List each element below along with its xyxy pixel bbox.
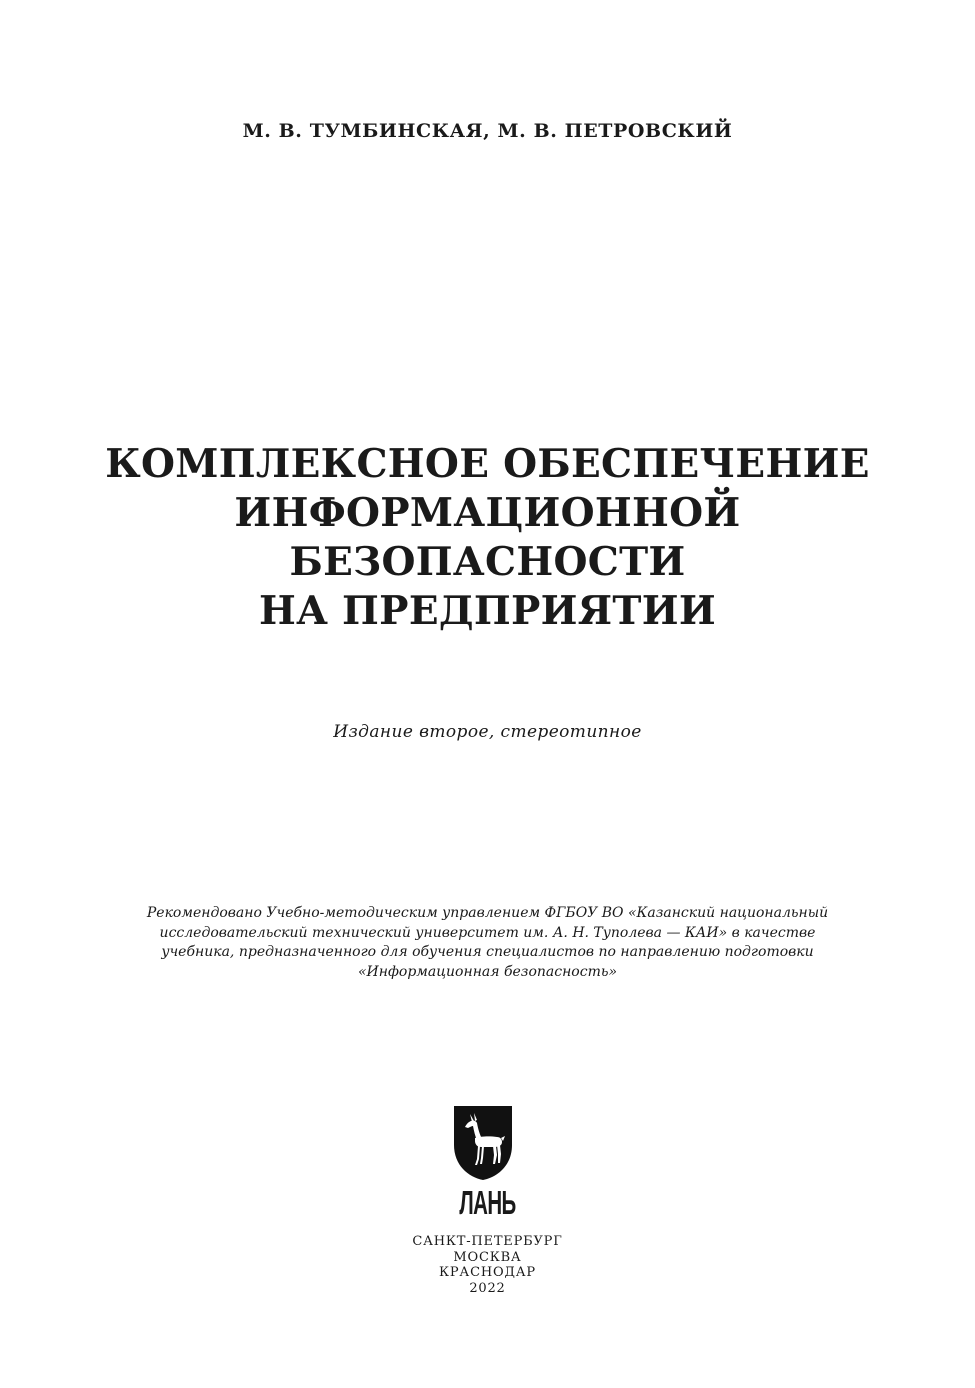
recommendation-line: исследовательский технический университет им. А. Н. Туполева — КАИ» в качестве: [159, 924, 816, 941]
recommendation-line: учебника, предназначенного для обучения специалистов по направлению подготовки: [161, 944, 814, 960]
edition-note: Издание второе, стереотипное: [333, 722, 642, 742]
city-name: МОСКВА: [453, 1249, 522, 1265]
recommendation-text: [0, 904, 975, 982]
title-line: ИНФОРМАЦИОННОЙ: [234, 490, 741, 536]
city-name: КРАСНОДАР: [439, 1265, 536, 1280]
recommendation-line: Рекомендовано Учебно-методическим управлением ФГБОУ ВО «Казанский национальный: [146, 905, 829, 921]
city-name: САНКТ-ПЕТЕРБУРГ: [412, 1234, 563, 1249]
recommendation-line: «Информационная безопасность»: [357, 963, 618, 980]
title-line: БЕЗОПАСНОСТИ: [289, 539, 686, 585]
authors: М. В. ТУМБИНСКАЯ, М. В. ПЕТРОВСКИЙ: [242, 120, 733, 142]
book-title: [0, 440, 975, 636]
publisher-name: ЛАНЬ: [459, 1184, 516, 1221]
title-line: НА ПРЕДПРИЯТИИ: [258, 588, 717, 634]
doe-shield-logo-icon: [453, 1105, 513, 1181]
imprint: [0, 1234, 975, 1296]
publication-year: 2022: [469, 1280, 506, 1296]
title-line: КОМПЛЕКСНОЕ ОБЕСПЕЧЕНИЕ: [105, 441, 870, 487]
